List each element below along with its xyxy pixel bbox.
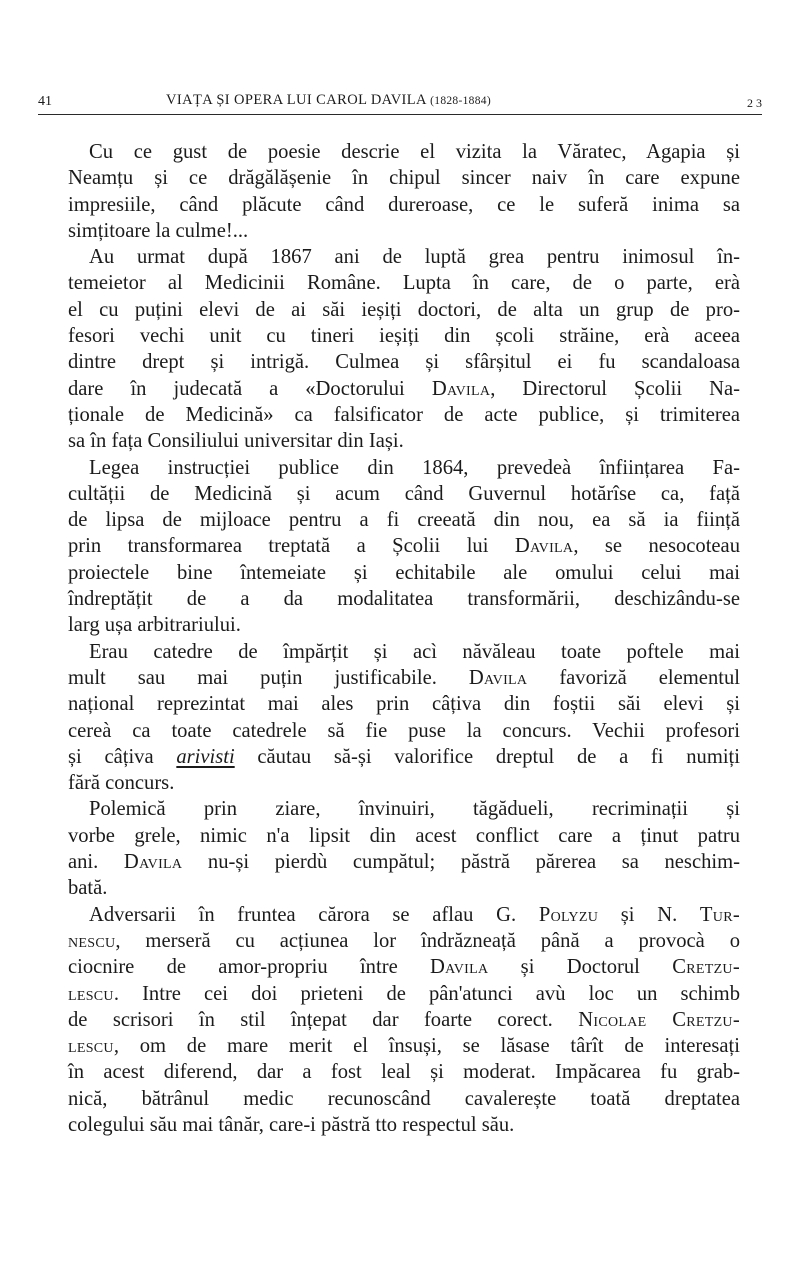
person-name: Davila — [123, 851, 183, 874]
text-line: Au urmat după 1867 ani de luptă grea pentru inimosul în- — [89, 246, 740, 269]
text-line: lescu, om de mare merit el însuși, se lăsase târît de interesați — [68, 1035, 740, 1058]
person-name: Davila — [429, 956, 489, 979]
person-name: Polyzu — [538, 903, 599, 926]
running-header — [38, 90, 762, 112]
running-title — [166, 92, 491, 109]
person-name: lescu — [68, 982, 114, 1005]
text-line: fesori vechi unit cu tineri ieșiți din școli străine, erà aceea — [68, 325, 740, 348]
page-number: 41 — [38, 94, 52, 109]
text-line: ciocnire de amor-propriu între Davila și Doctorul Cretzu- — [68, 956, 740, 979]
person-name: Tur- — [699, 903, 741, 926]
text-line: larg ușa arbitrariului. — [68, 614, 241, 637]
text-line: în acest diferend, dar a fost leal și moderat. Impăcarea fu grab- — [68, 1061, 740, 1084]
text-line: proiectele bine întemeiate și echitabile ale omului celui mai — [68, 561, 740, 584]
running-title-years: (1828-1884) — [430, 95, 491, 107]
body-text — [68, 139, 740, 1138]
person-name: lescu — [68, 1035, 114, 1058]
text-line: lescu. Intre cei doi prieteni de pân'atunci avù loc un schimb — [68, 982, 740, 1005]
text-line: vorbe grele, nimic n'a lipsit din acest conflict care a ținut patru — [68, 824, 740, 847]
text-line: sa în fața Consiliului universitar din Iași. — [68, 430, 404, 453]
italic-word: arivisti — [176, 745, 235, 768]
text-line: îndreptățit de a da modalitatea transformării, deschizându-se — [68, 588, 740, 611]
text-line: Cu ce gust de poesie descrie el vizita la Văratec, Agapia și — [89, 141, 740, 163]
person-name: nescu — [68, 929, 116, 952]
text-line: Polemică prin ziare, învinuiri, tăgădueli, recriminații și — [89, 798, 740, 821]
text-line: nescu, merseră cu acțiunea lor îndrăzneață până a provocà o — [68, 929, 740, 952]
text-line: Adversarii în fruntea cărora se aflau G. Polyzu și N. Tur- — [89, 903, 741, 926]
text-line: cultății de Medicină și acum când Guvernul hotărîse ca, față — [68, 482, 740, 505]
text-line: ționale de Medicină» ca falsificator de acte publice, și trimiterea — [68, 403, 740, 426]
person-name: Davila — [431, 377, 491, 400]
header-rule — [38, 114, 762, 115]
text-line: colegului său mai tânăr, care-i păstră tto respectul său. — [68, 1113, 515, 1136]
text-line: și câțiva arivisti căutau să-și valorifice dreptul de a fi numiți — [68, 745, 740, 768]
text-line: cereà ca toate catedrele să fie puse la concurs. Vechii profesori — [68, 719, 740, 742]
text-line: fără concurs. — [68, 772, 175, 795]
text-line: bată. — [68, 877, 108, 900]
running-title-main: VIAȚA ȘI OPERA LUI CAROL DAVILA — [166, 92, 427, 108]
person-name: Nicolae Cretzu- — [578, 1008, 740, 1031]
text-line: dare în judecată a «Doctorului Davila, Directorul Școlii Na- — [68, 377, 740, 400]
text-line: național reprezintat mai ales prin câțiva din foștii săi elevi și — [68, 693, 740, 716]
text-line: dintre drept și intrigă. Culmea și sfârșitul ei fu scandaloasa — [68, 351, 740, 374]
text-line: mult sau mai puțin justificabile. Davila favoriză elementul — [68, 666, 740, 689]
text-line: Erau catedre de împărțit și acì năvăleau toate poftele mai — [89, 640, 740, 663]
person-name: Cretzu- — [672, 956, 740, 979]
text-line: nică, bătrânul medic recunoscând cavalerește toată dreptatea — [68, 1087, 740, 1110]
text-line: ani. Davila nu-și pierdù cumpătul; păstră părerea sa neschim- — [68, 851, 740, 874]
page-mark: 2 3 — [747, 96, 762, 110]
person-name: Davila — [468, 666, 528, 689]
text-line: Legea instrucției publice din 1864, prevedeà înființarea Fa- — [89, 456, 740, 479]
text-line: prin transformarea treptată a Școlii lui Davila, se nesocoteau — [68, 535, 740, 558]
text-line: impresiile, când plăcute când dureroase, ce le suferă inima sa — [68, 193, 740, 216]
text-line: de lipsa de mijloace pentru a fi creeată din nou, ea să ia ființă — [68, 509, 740, 532]
text-line: simțitoare la culme!... — [68, 219, 249, 242]
text-line: temeietor al Medicinii Române. Lupta în care, de o parte, erà — [68, 272, 740, 295]
text-line: de scrisori în stil înțepat dar foarte corect. Nicolae Cretzu- — [68, 1008, 740, 1031]
text-line: Neamțu și ce drăgălășenie în chipul sincer naiv în care expune — [68, 167, 740, 190]
text-line: el cu puțini elevi de ai săi ieșiți doctori, de alta un grup de pro- — [68, 298, 740, 321]
person-name: Davila — [514, 535, 574, 558]
